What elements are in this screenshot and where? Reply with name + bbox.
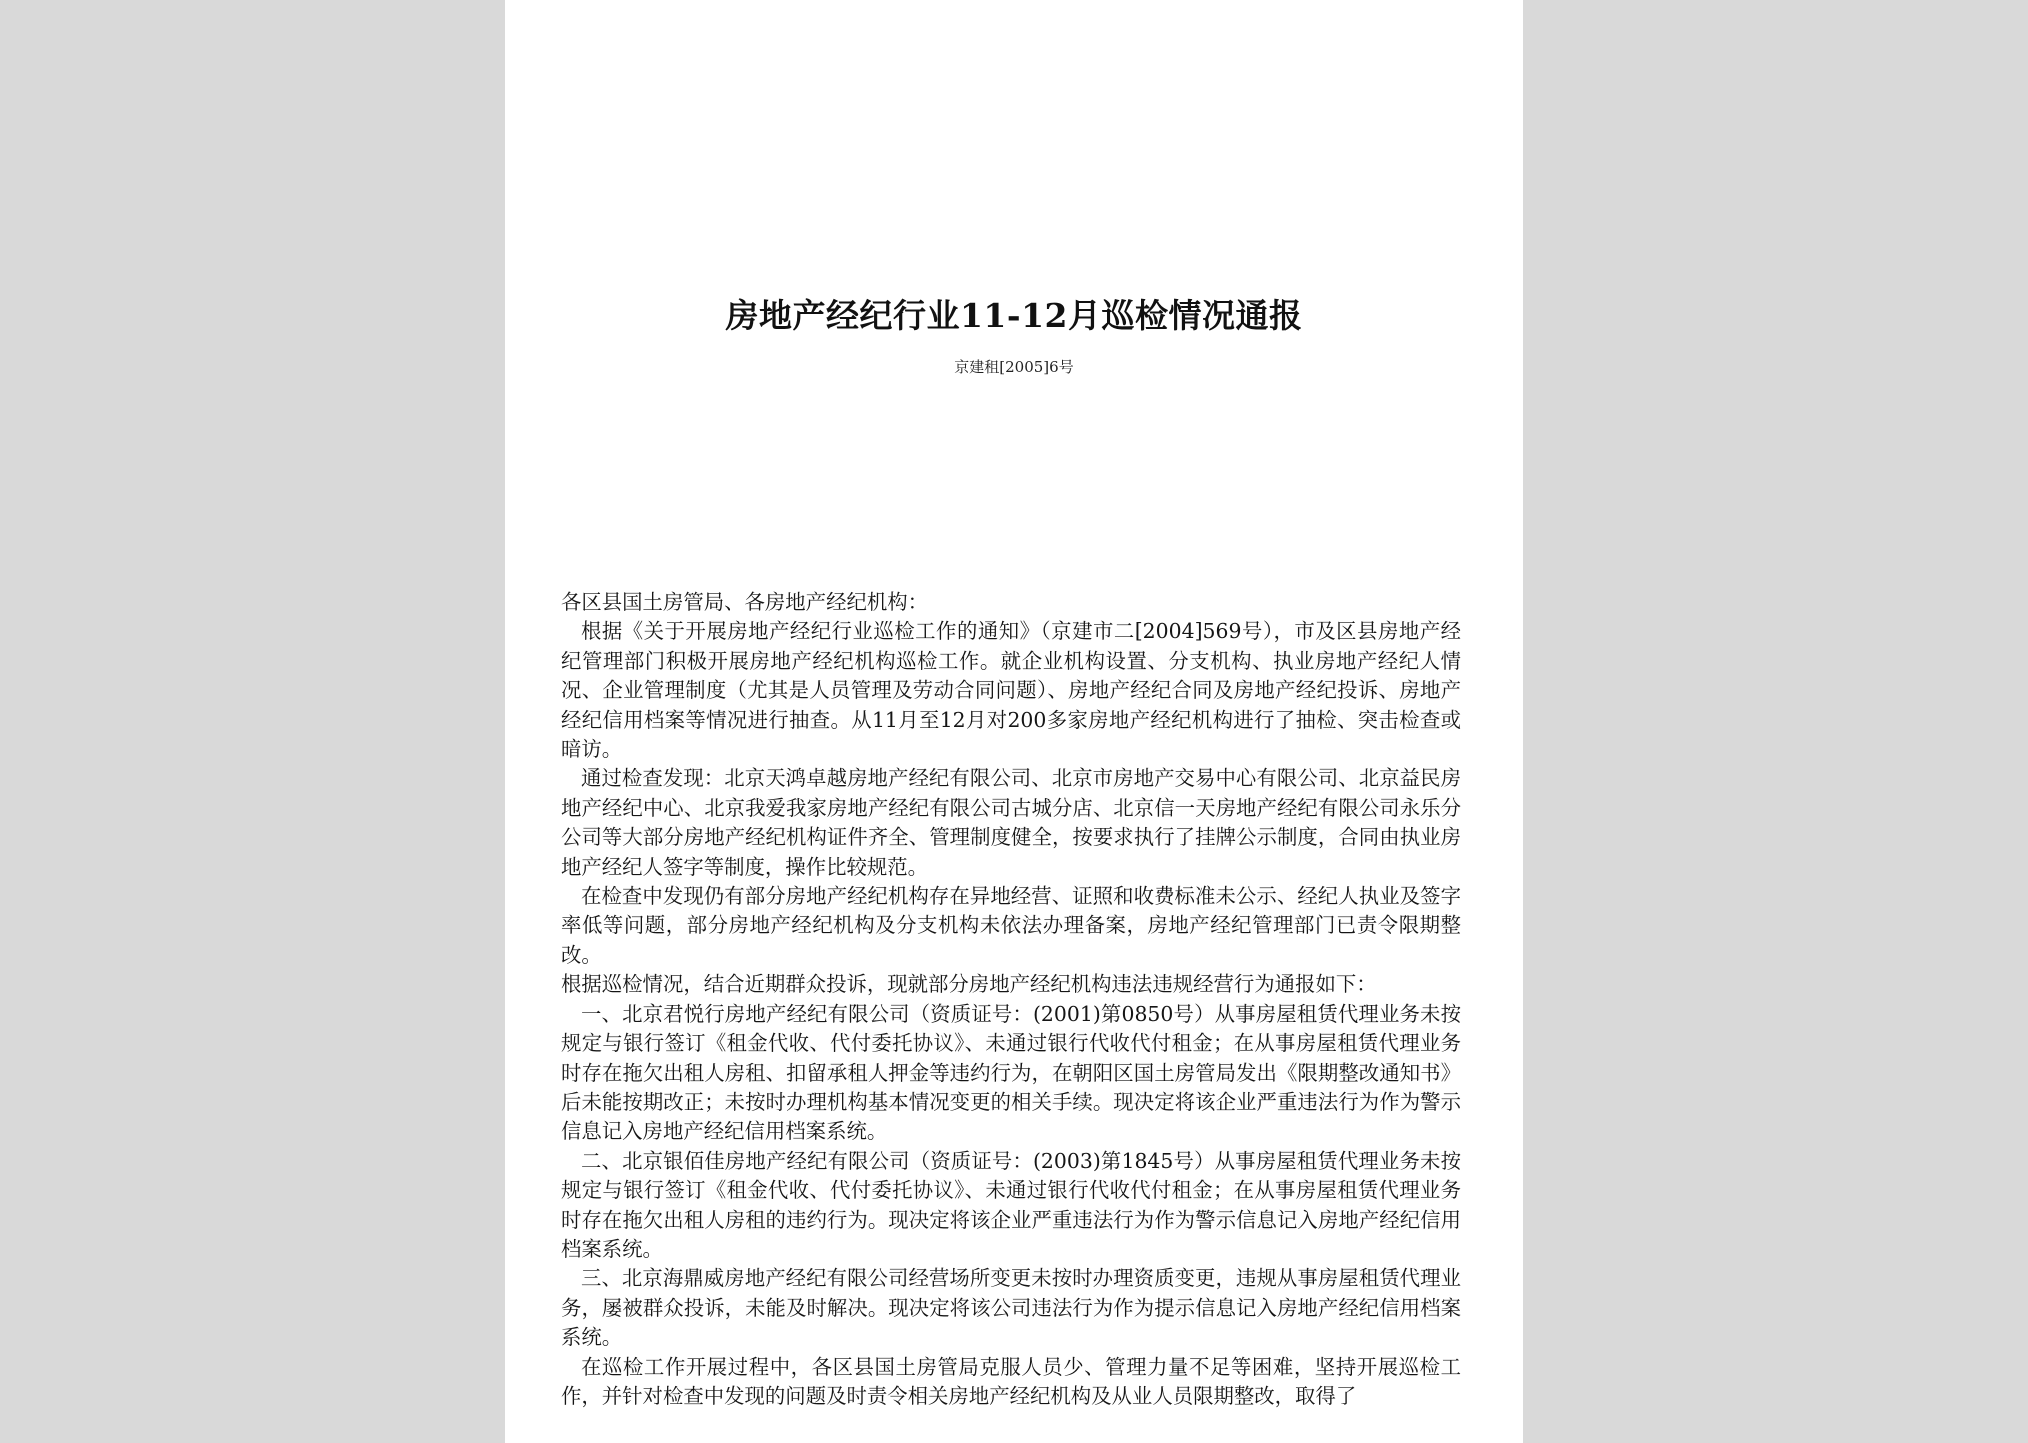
paragraph: 一、北京君悦行房地产经纪有限公司（资质证号：(2001)第0850号）从事房屋租赁代理业务未按规定与银行签订《租金代收、代付委托协议》、未通过银行代收代付租金；在从事房屋租赁代理业务时存在拖欠出租人房租、扣留承租人押金等违约行为，在朝阳区国土房管局发出《限期整改通知书》后未能按期改正；未按时办理机构基本情况变更的相关手续。现决定将该企业严重违法行为作为警示信息记入房地产经纪信用档案系统。 — [561, 1001, 1461, 1144]
paragraph: 在巡检工作开展过程中，各区县国土房管局克服人员少、管理力量不足等困难，坚持开展巡检工作，并针对检查中发现的问题及时责令相关房地产经纪机构及从业人员限期整改，取得了 — [561, 1354, 1461, 1408]
paragraph: 根据巡检情况，结合近期群众投诉，现就部分房地产经纪机构违法违规经营行为通报如下： — [561, 972, 1377, 997]
document-page — [505, 0, 1523, 1443]
paragraph: 根据《关于开展房地产经纪行业巡检工作的通知》（京建市二[2004]569号），市及区县房地产经纪管理部门积极开展房地产经纪机构巡检工作。就企业机构设置、分支机构、执业房地产经纪人情况、企业管理制度（尤其是人员管理及劳动合同问题）、房地产经纪合同及房地产经纪投诉、房地产经纪信用档案等情况进行抽查。从11月至12月对200多家房地产经纪机构进行了抽检、突击检查或暗访。 — [561, 619, 1461, 762]
paragraph: 三、北京海鼎威房地产经纪有限公司经营场所变更未按时办理资质变更，违规从事房屋租赁代理业务，屡被群众投诉，未能及时解决。现决定将该公司违法行为作为提示信息记入房地产经纪信用档案系统。 — [561, 1266, 1461, 1350]
document-number: 京建租[2005]6号 — [954, 358, 1074, 376]
paragraph: 通过检查发现：北京天鸿卓越房地产经纪有限公司、北京市房地产交易中心有限公司、北京益民房地产经纪中心、北京我爱我家房地产经纪有限公司古城分店、北京信一天房地产经纪有限公司永乐分公司等大部分房地产经纪机构证件齐全、管理制度健全，按要求执行了挂牌公示制度，合同由执业房地产经纪人签字等制度，操作比较规范。 — [561, 766, 1461, 879]
paragraph: 在检查中发现仍有部分房地产经纪机构存在异地经营、证照和收费标准未公示、经纪人执业及签字率低等问题，部分房地产经纪机构及分支机构未依法办理备案，房地产经纪管理部门已责令限期整改。 — [561, 884, 1461, 967]
document-body — [561, 588, 1461, 1411]
paragraph: 二、北京银佰佳房地产经纪有限公司（资质证号：(2003)第1845号）从事房屋租赁代理业务未按规定与银行签订《租金代收、代付委托协议》、未通过银行代收代付租金；在从事房屋租赁代理业务时存在拖欠出租人房租的违约行为。现决定将该企业严重违法行为作为警示信息记入房地产经纪信用档案系统。 — [561, 1148, 1461, 1261]
addressee-line: 各区县国土房管局、各房地产经纪机构： — [561, 590, 929, 614]
document-title: 房地产经纪行业11-12月巡检情况通报 — [725, 296, 1303, 335]
